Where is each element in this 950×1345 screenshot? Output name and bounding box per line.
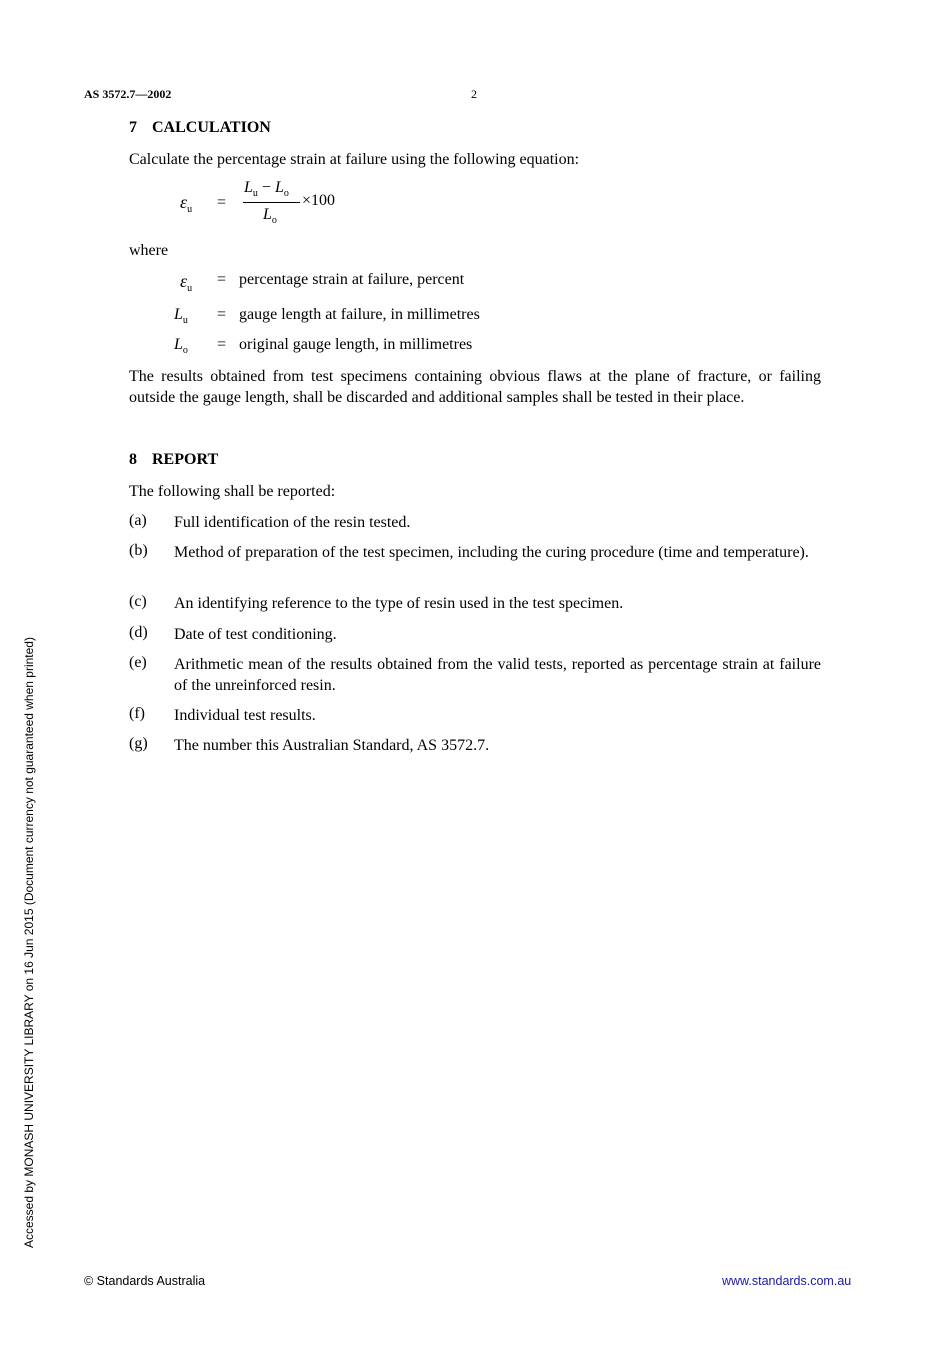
fraction-bar xyxy=(243,202,300,203)
section-title: CALCULATION xyxy=(152,119,271,136)
list-item: An identifying reference to the type of resin used in the test specimen. xyxy=(174,595,624,612)
footer-copyright: © Standards Australia xyxy=(84,1274,206,1288)
definition-symbol: $L_u$ xyxy=(174,306,188,326)
equation-multiplier: ×100 xyxy=(302,192,336,209)
section-title: REPORT xyxy=(152,451,219,468)
list-item-label: (f) xyxy=(129,705,145,722)
section-8-intro: The following shall be reported: xyxy=(129,483,336,500)
definition-equals: = xyxy=(217,336,227,353)
definition-text: gauge length at failure, in millimetres xyxy=(239,306,480,323)
equation-equals: = xyxy=(217,194,227,211)
equation-lhs: $\varepsilon_u$ xyxy=(180,192,193,215)
definition-equals: = xyxy=(217,306,227,323)
section-8-heading xyxy=(129,451,218,469)
list-item: Date of test conditioning. xyxy=(174,626,337,643)
definition-text: percentage strain at failure, percent xyxy=(239,271,465,288)
list-item-label: (a) xyxy=(129,512,147,529)
definition-text: original gauge length, in millimetres xyxy=(239,336,473,353)
section-number: 7 xyxy=(129,119,137,136)
definition-symbol: $L_o$ xyxy=(174,336,188,356)
list-item: Individual test results. xyxy=(174,707,316,724)
access-watermark: Accessed by MONASH UNIVERSITY LIBRARY on 16 Jun 2015 (Document currency not guaranteed when printed) xyxy=(22,637,36,1248)
definition-symbol: $\varepsilon_u$ xyxy=(180,271,193,294)
where-label: where xyxy=(129,242,169,259)
section-number: 8 xyxy=(129,451,137,468)
list-item: Full identification of the resin tested. xyxy=(174,514,411,531)
definition-equals: = xyxy=(217,271,227,288)
section-7-note: The results obtained from test specimens containing obvious flaws at the plane of fracture, or failing outside the gauge length, shall be discarded and additional samples shall be tested in their place. xyxy=(129,368,821,406)
list-item: Method of preparation of the test specimen, including the curing procedure (time and temperature). xyxy=(174,544,809,561)
list-item-label: (c) xyxy=(129,593,147,610)
section-7-intro: Calculate the percentage strain at failure using the following equation: xyxy=(129,151,580,168)
document-designation: AS 3572.7—2002 xyxy=(84,87,172,101)
list-item-label: (d) xyxy=(129,624,148,641)
list-item: Arithmetic mean of the results obtained from the valid tests, reported as percentage strain at failure of the unreinforced resin. xyxy=(174,656,821,694)
page-number: 2 xyxy=(471,87,477,101)
list-item-label: (b) xyxy=(129,542,148,559)
list-item: The number this Australian Standard, AS 3572.7. xyxy=(174,737,490,754)
equation-numerator: $L_u - L_o$ xyxy=(244,179,289,199)
list-item-label: (e) xyxy=(129,654,147,671)
list-item-label: (g) xyxy=(129,735,148,752)
equation-denominator: $L_o$ xyxy=(263,206,277,226)
section-7-heading xyxy=(129,119,271,137)
footer-website-link[interactable]: www.standards.com.au xyxy=(722,1274,852,1288)
